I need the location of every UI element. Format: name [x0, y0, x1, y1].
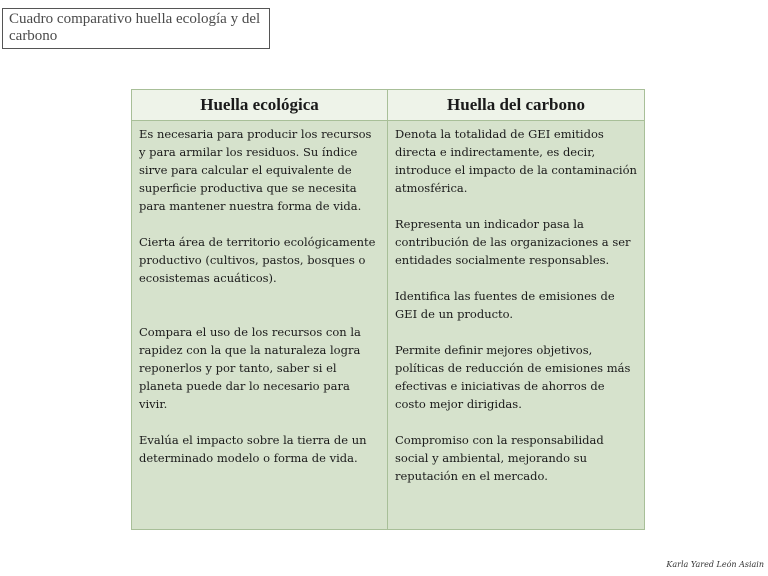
ecological-point-4: Evalúa el impacto sobre la tierra de un determinado modelo o forma de vida.: [139, 433, 367, 465]
slide-title: Cuadro comparativo huella ecología y del carbono: [2, 8, 270, 49]
carbon-point-4: Permite definir mejores objetivos, políticas de reducción de emisiones más efectivas e iniciativas de ahorros de costo mejor dirigidas.: [395, 343, 631, 411]
carbon-point-5: Compromiso con la responsabilidad social y ambiental, mejorando su reputación en el mercado.: [395, 433, 604, 483]
carbon-point-1: Denota la totalidad de GEI emitidos directa e indirectamente, es decir, introduce el impacto de la contaminación atmosférica.: [395, 127, 637, 195]
comparison-table: [131, 89, 645, 530]
ecological-point-2: Cierta área de territorio ecológicamente productivo (cultivos, pastos, bosques o ecosistemas acuáticos).: [139, 235, 376, 285]
header-carbon-footprint: Huella del carbono: [388, 90, 645, 121]
carbon-footprint-cell: [388, 121, 645, 530]
carbon-point-2: Representa un indicador pasa la contribución de las organizaciones a ser entidades socialmente responsables.: [395, 217, 631, 267]
ecological-point-3: Compara el uso de los recursos con la rapidez con la que la naturaleza logra reponerlos y por tanto, saber si el planeta puede dar lo necesario para vivir.: [139, 325, 361, 411]
table-body-row: [132, 121, 645, 530]
header-ecological-footprint: Huella ecológica: [132, 90, 388, 121]
ecological-footprint-cell: [132, 121, 388, 530]
table-header-row: [132, 90, 645, 121]
ecological-point-1: Es necesaria para producir los recursos y para armilar los residuos. Su índice sirve para calcular el equivalente de superficie productiva que se necesita para mantener nuestra forma de vida.: [139, 127, 372, 213]
carbon-point-3: Identifica las fuentes de emisiones de GEI de un producto.: [395, 289, 615, 321]
author-signature: Karla Yared León Asiain: [666, 560, 764, 569]
